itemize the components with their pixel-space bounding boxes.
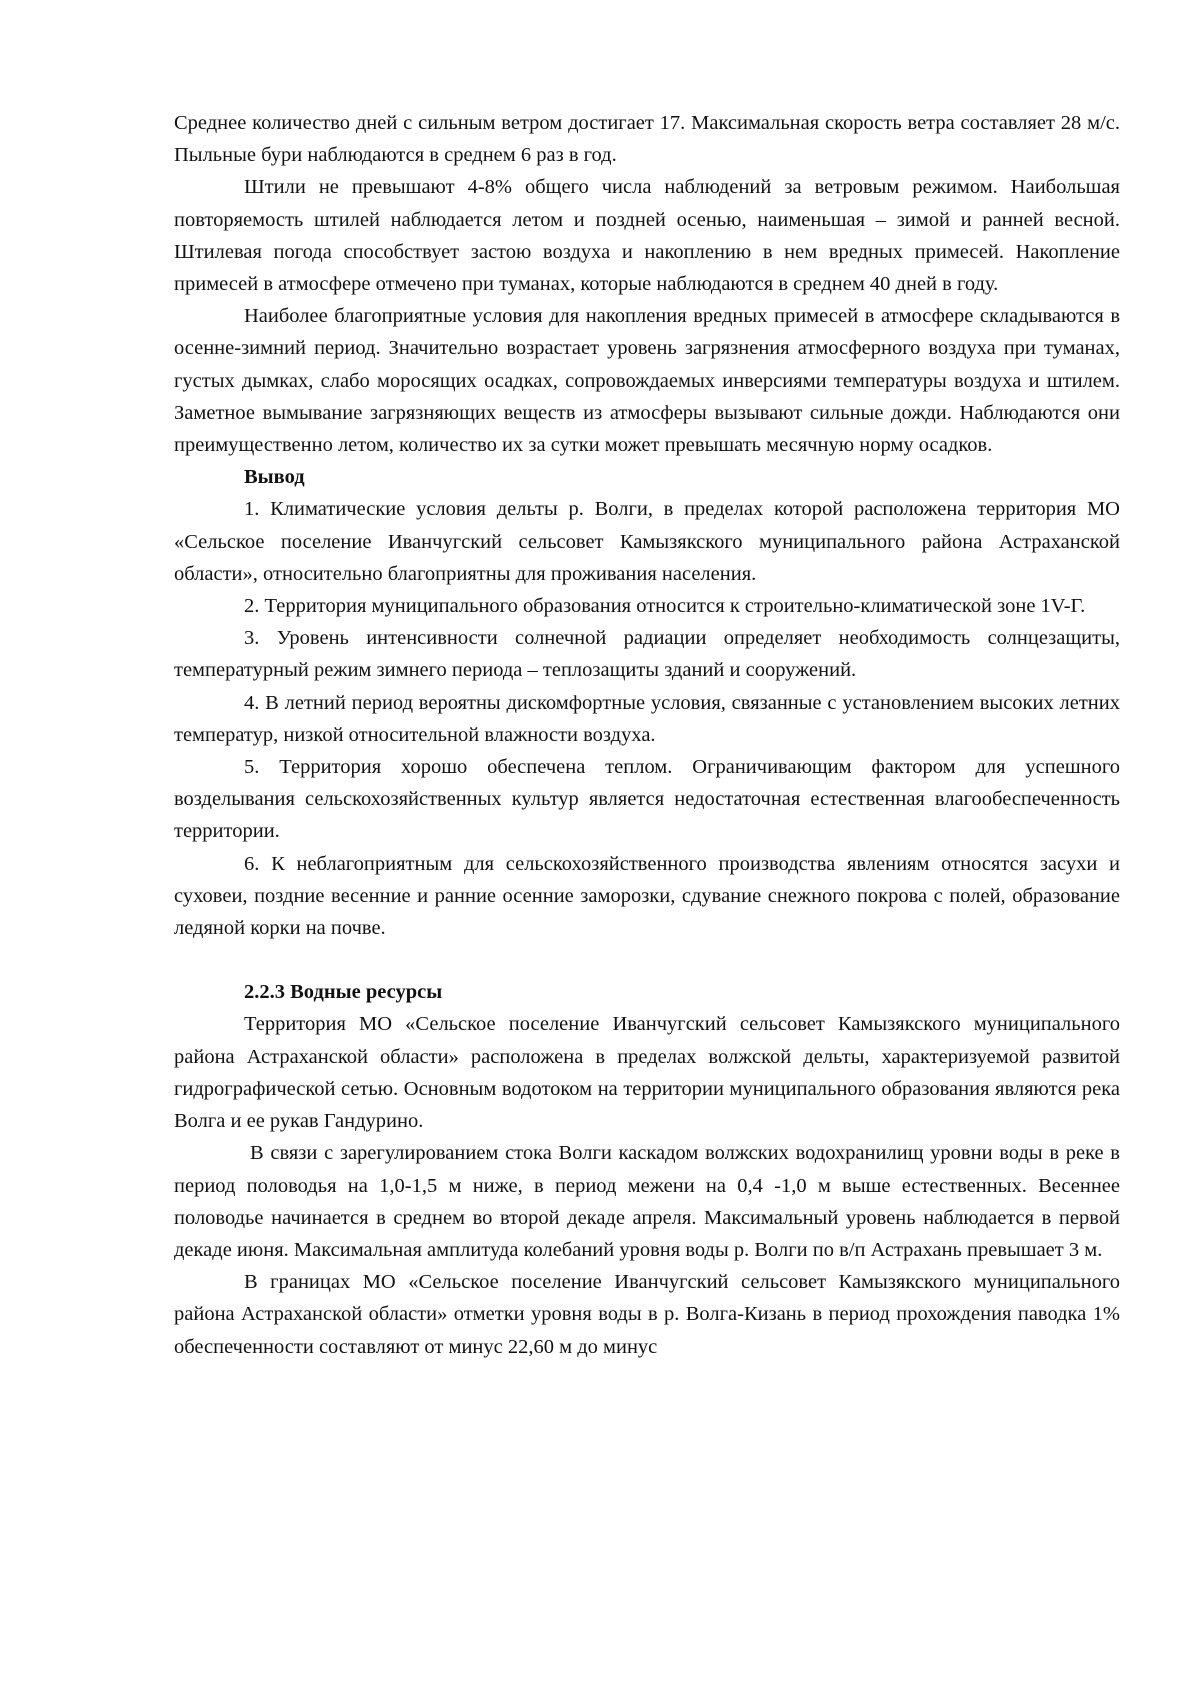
conclusion-item-4: 4. В летний период вероятны дискомфортные условия, связанные с установлением высоких летних температур, низкой относительной влажности воздуха. <box>174 691 1120 746</box>
conclusion-item-6: 6. К неблагоприятным для сельскохозяйственного производства явлениям относятся засухи и суховеи, поздние весенние и ранние осенние заморозки, сдувание снежного покрова с полей, образование ледяной корки на почве. <box>174 852 1120 940</box>
paragraph-calm: Штили не превышают 4-8% общего числа наблюдений за ветровым режимом. Наибольшая повторяемость штилей наблюдается летом и поздней осенью, наименьшая – зимой и ранней весной. Штилевая погода способствует застою воздуха и накоплению в нем вредных примесей. Накопление примесей в атмосфере отмечено при туманах, которые наблюдаются в среднем 40 дней в году. <box>174 176 1120 296</box>
conclusion-item-2: 2. Территория муниципального образования относится к строительно-климатической зоне 1V-Г. <box>244 595 1086 618</box>
conclusion-item-3: 3. Уровень интенсивности солнечной радиации определяет необходимость солнцезащиты, температурный режим зимнего периода – теплозащиты зданий и сооружений. <box>174 627 1120 682</box>
paragraph-water-territory: Территория МО «Сельское поселение Иванчугский сельсовет Камызякского муниципального района Астраханской области» расположена в пределах волжской дельты, характеризуемой развитой гидрографической сетью. Основным водотоком на территории муниципального образования являются река Волга и ее рукав Гандурино. <box>174 1013 1120 1133</box>
water-resources-heading: 2.2.3 Водные ресурсы <box>244 981 443 1004</box>
conclusion-heading: Вывод <box>244 466 305 489</box>
section-spacer <box>174 944 1120 976</box>
conclusion-item-5: 5. Территория хорошо обеспечена теплом. Ограничивающим фактором для успешного возделывания сельскохозяйственных культур является недостаточная естественная влагообеспеченность территории. <box>174 756 1120 843</box>
conclusion-item-1: 1. Климатические условия дельты р. Волги, в пределах которой расположена территория МО «Сельское поселение Иванчугский сельсовет Камызякского муниципального района Астраханской области», относительно благоприятны для проживания населения. <box>174 498 1120 585</box>
paragraph-water-boundaries: В границах МО «Сельское поселение Иванчугский сельсовет Камызякского муниципального района Астраханской области» отметки уровня воды в р. Волга-Кизань в период прохождения паводка 1% обеспеченности составляют от минус 22,60 м до минус <box>174 1271 1120 1358</box>
paragraph-pollution: Наиболее благоприятные условия для накопления вредных примесей в атмосфере складываются в осенне-зимний период. Значительно возрастает уровень загрязнения атмосферного воздуха при туманах, густых дымках, слабо моросящих осадках, сопровождаемых инверсиями температуры воздуха и штилем. Заметное вымывание загрязняющих веществ из атмосферы вызывают сильные дожди. Наблюдаются они преимущественно летом, количество их за сутки может превышать месячную норму осадков. <box>174 305 1120 457</box>
paragraph-wind: Среднее количество дней с сильным ветром достигает 17. Максимальная скорость ветра составляет 28 м/с. Пыльные бури наблюдаются в среднем 6 раз в год. <box>174 112 1120 167</box>
paragraph-water-levels: В связи с зарегулированием стока Волги каскадом волжских водохранилищ уровни воды в реке в период половодья на 1,0-1,5 м ниже, в период межени на 0,4 -1,0 м выше естественных. Весеннее половодье начинается в среднем во второй декаде апреля. Максимальный уровень наблюдается в первой декаде июня. Максимальная амплитуда колебаний уровня воды р. Волги по в/п Астрахань превышает 3 м. <box>174 1142 1120 1261</box>
